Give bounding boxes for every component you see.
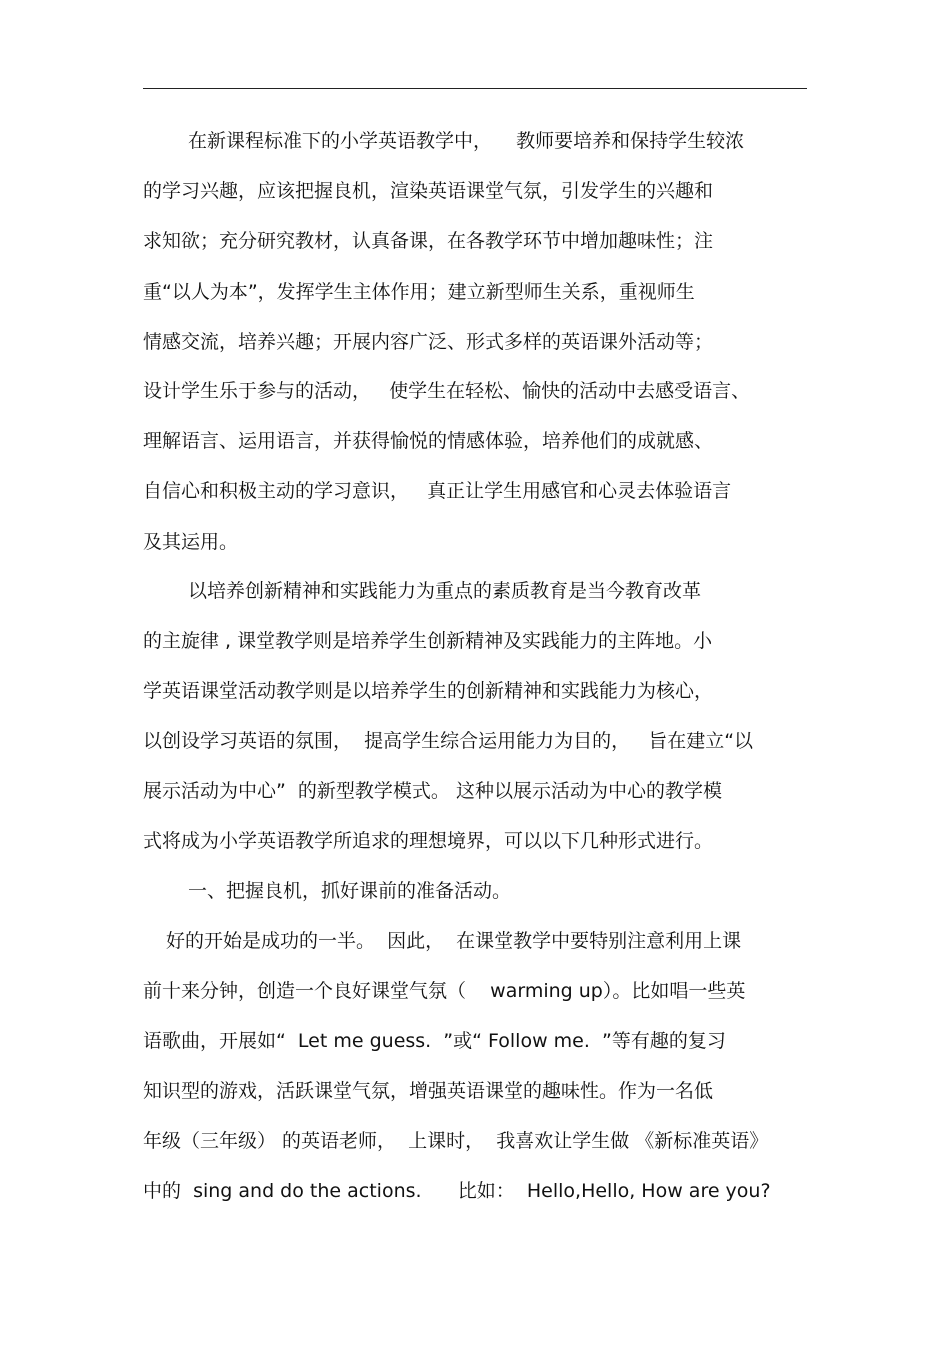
text-line: 前十来分钟，创造一个良好课堂气氛（ warming up）。比如唱一些英 [143, 980, 746, 1002]
text-line: 的学习兴趣，应该把握良机，渲染英语课堂气氛，引发学生的兴趣和 [143, 180, 714, 202]
text-line: 知识型的游戏，活跃课堂气氛，增强英语课堂的趣味性。作为一名低 [143, 1080, 714, 1102]
text-line: 的主旋律 , 课堂教学则是培养学生创新精神及实践能力的主阵地。小 [143, 630, 713, 652]
text-line: 自信心和积极主动的学习意识， 真正让学生用感官和心灵去体验语言 [143, 480, 732, 502]
text-line: 好的开始是成功的一半。 因此， 在课堂教学中要特别注意利用上课 [166, 930, 742, 952]
text-line: 设计学生乐于参与的活动， 使学生在轻松、愉快的活动中去感受语言、 [143, 380, 751, 402]
text-line: 理解语言、运用语言，并获得愉悦的情感体验，培养他们的成就感、 [143, 430, 714, 452]
text-line: 在新课程标准下的小学英语教学中， 教师要培养和保持学生较浓 [188, 130, 745, 152]
text-line: 及其运用。 [143, 531, 239, 553]
text-line: 语歌曲，开展如“ Let me guess. ”或“ Follow me. ”等有趣的复习 [143, 1030, 726, 1052]
text-line: 展示活动为中心” 的新型教学模式。 这种以展示活动为中心的教学模 [143, 780, 722, 802]
section-heading: 一、把握良机，抓好课前的准备活动。 [188, 880, 512, 902]
text-line: 求知欲；充分研究教材，认真备课，在各教学环节中增加趣味性；注 [143, 230, 714, 252]
text-line: 中的 sing and do the actions. 比如： Hello,Hello, How are you? [143, 1180, 771, 1202]
text-line: 重“以人为本”，发挥学生主体作用；建立新型师生关系，重视师生 [143, 281, 695, 303]
text-line: 学英语课堂活动教学则是以培养学生的创新精神和实践能力为核心， [143, 680, 714, 702]
header-rule [143, 88, 807, 89]
text-line: 以创设学习英语的氛围， 提高学生综合运用能力为目的， 旨在建立“以 [143, 730, 754, 752]
text-line: 以培养创新精神和实践能力为重点的素质教育是当今教育改革 [188, 580, 702, 602]
text-line: 年级（三年级） 的英语老师， 上课时， 我喜欢让学生做 《新标准英语》 [143, 1130, 769, 1152]
text-line: 情感交流，培养兴趣；开展内容广泛、形式多样的英语课外活动等； [143, 331, 714, 353]
text-line: 式将成为小学英语教学所追求的理想境界，可以以下几种形式进行。 [143, 830, 714, 852]
